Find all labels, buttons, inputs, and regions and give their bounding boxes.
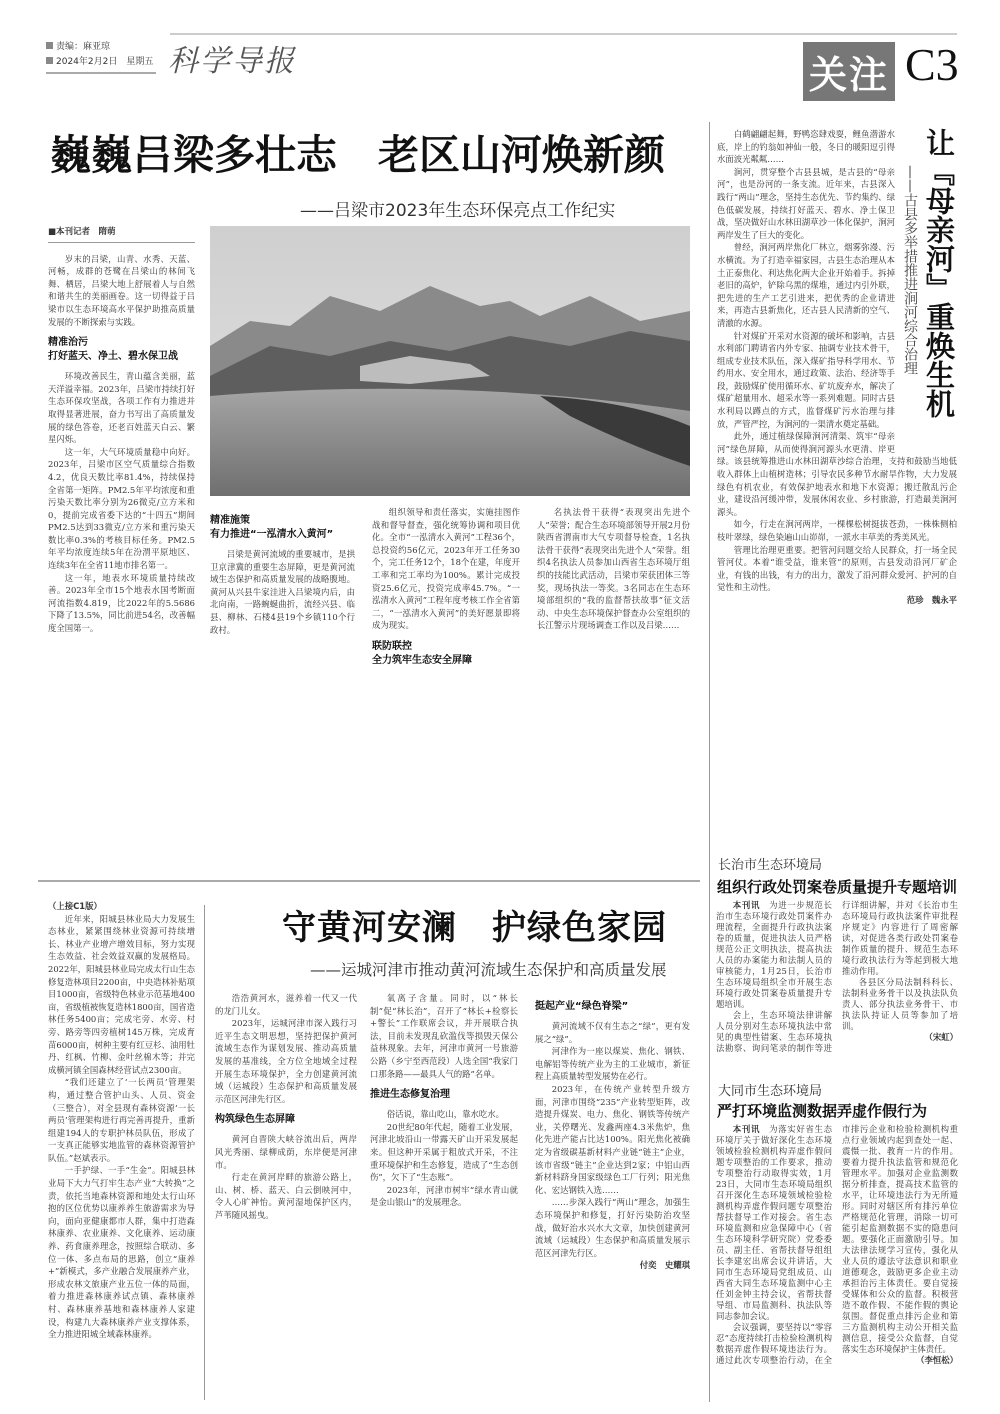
feature-signature: 范珍 魏永平 — [906, 594, 957, 605]
paragraph: 白鹤翩翩起舞，野鸭恣肆戏耍，鲤鱼潜游水底，岸上的钓翁如神仙一般，冬日的暖阳逗引得水面波光粼粼…… — [717, 129, 895, 165]
page-number: C3 — [905, 39, 959, 90]
brief2-kicker: 大同市生态环境局 — [718, 1084, 823, 1099]
paragraph: 河津作为一座以煤炭、焦化、钢铁、电解铝等传统产业为主的工业城市，新征程上高质量转型发展势在必行。 — [535, 1046, 690, 1082]
divider — [46, 72, 156, 74]
paragraph: 这一年，大气环境质量稳中向好。2023年，吕梁市区空气质量综合指数4.2，优良天数比率81.4%，持续保持全省第一矩阵。PM2.5年平均浓度和重污染天数比率分别为26微克/立方米和0，提前完成省委下达的“十四五”期间PM2.5达到33微克/立方米和重污染天数比率0.3%的考核目标任务。PM2.5年平均浓度连续5年在汾渭平原地区、连续3年在全省11地市排名第一。 — [48, 446, 195, 571]
paragraph: 组织领导和责任落实，实施挂图作战和督导督查，强化统筹协调和项目优化。全市“一泓清水入黄河”工程36个，总投资约56亿元，2023年开工任务30个，完工任务12个，18个在建，年度开工率和完工率均为100%。累计完成投资25.6亿元，投资完成率45.7%。“一泓清水入黄河”工程年度考核工作全省第二，“一泓清水入黄河”的美好愿景即将成为现实。 — [372, 507, 520, 631]
paragraph: 名执法骨干获得“表现突出先进个人”荣誉；配合生态环境部领导开展2月份陕西省渭南市大气专项督导检查，1名执法骨干获得“表现突出先进个人”荣誉。组织4名执法人员参加山西省生态环境厅组织的技能比武活动，吕梁市荣获团体三等奖，现场执法一等奖。3名同志在生态环境部组织的“我的监督帮扶故事”征文活动、中央生态环境保护督查办公室组织的长江警示片现场调查工作以及吕梁…… — [537, 507, 690, 631]
bottom-subtitle: ——运城河津市推动黄河流域生态保护和高质量发展 — [310, 961, 667, 979]
paragraph: 涧河，贯穿整个古县县城，是古县的“母亲河”，也是汾河的一条支流。近年来，古县深入践行“两山”理念，坚持生态优先、节约集约、绿色低碳发展，持续打好蓝天、碧水、净土保卫战，坚决做好山水林田湖草沙一体化保护，涧河两岸发生了巨大的变化。 — [717, 166, 895, 240]
bottom-col-2 — [370, 992, 518, 1402]
paragraph: 这一年，地表水环境质量持续改善。2023年全市15个地表水国考断面河流指数4.819，比2022年的5.5686下降了13.5%，同比前进54名，改善幅度全国第一。 — [48, 572, 195, 634]
bottom-col-1 — [215, 992, 357, 1402]
subheading: 联防联控 全力筑牢生态安全屏障 — [372, 640, 472, 666]
subheading: 推进生态修复治理 — [370, 1089, 450, 1101]
paragraph: 吕梁是黄河流域的重要城市，是拱卫京津冀的重要生态屏障，更是黄河流域生态保护和高质量发展的战略腹地。黄河从兴县牛家洼进入吕梁境内后，由北向南，一路蜿蜒曲折，流经兴县、临县、柳林、石楼4县19个乡镇110个行政村。 — [210, 549, 355, 635]
feature-body — [717, 128, 957, 828]
continued-column — [48, 900, 195, 1400]
subheading: 挺起产业“绿色脊梁” — [535, 1001, 629, 1012]
bottom-signature: 付奕 史耀琪 — [639, 1260, 690, 1271]
subheading: 构筑绿色生态屏障 — [215, 1114, 295, 1126]
paragraph: “我们还建立了‘一长两员’管理架构，通过整合管护山头、人员、资金（三整合），对全县现有森林资源‘一长两员’管理架构进行再完善再提升，重新组建194人的专职护林员队伍，形成了一支真正能够实地监管的森林资源管护队伍。”赵斌表示。 — [48, 1077, 195, 1163]
byline: ■本刊记者 隋萌 — [48, 226, 195, 243]
subheading: 精准治污 打好蓝天、净土、碧水保卫战 — [48, 337, 178, 363]
lead-col-2 — [210, 506, 355, 858]
issue-date: 2024年2月2日 星期五 — [56, 57, 154, 67]
paragraph: 2023年，运城河津市深入践行习近平生态文明思想，坚持把保护黄河流域生态作为谋划发展、推动高质量发展的基准线，全方位全地域全过程开展生态环境保护，全力创建黄河流域（运城段）生态保护和高质量发展示范区河津先行区。 — [215, 1018, 357, 1104]
brief1-signature: （宋虹） — [924, 1032, 958, 1042]
paragraph: ……步深入践行“两山”理念，加强生态环境保护和修复，打好污染防治攻坚战，做好治水兴水大文章，加快创建黄河流域（运城段）生态保护和高质量发展示范区河津先行区。 — [535, 1197, 690, 1258]
paragraph: 如今，行走在涧河两岸，一棵棵松树挺拔苍劲，一株株侧柏枝叶翠绿，绿色染遍山山峁峁，一派水丰草美的秀美风光。 — [717, 519, 957, 542]
brief2-signature: （李恒松） — [916, 1355, 958, 1365]
square-bullet-icon — [46, 42, 53, 49]
top-rule — [170, 33, 957, 35]
paragraph: 黄河流域不仅有生态之“绿”，更有发展之“绿”。 — [535, 1021, 690, 1044]
lead-photo — [210, 226, 690, 496]
paragraph: 为落实好省生态环境厅关于做好深化生态环境领域检验检测机构弄虚作假问题专项整治的工作要求，推动专项整治行动取得实效，1月23日，大同市生态环境局组织召开深化生态环境领域检验检测机构弄虚作假问题专项整治帮扶督导工作对接会。省生态环境监测和应急保障中心（省生态环境科学研究院）党委委员、副主任、省帮扶督导组组长李建宏出席会议并讲话，大同市生态环境局党组成员、山西省大同生态环境监测中心主任刘金钟主持会议，省帮扶督导组、市局监测科、执法队等同志参加会议。 — [716, 1124, 833, 1321]
paragraph: 氧离子含量。同时，以“林长制”促“林长治”，召开了“林长+检察长+警长”工作联席会议，并开展联合执法，目前未发现乱砍滥伐等损毁天保公益林现象。去年，河津市黄河一号旅游公路（乡宁至西范段）人选全国“我家门口那条路——最具人气的路”名单。 — [370, 993, 518, 1079]
paragraph: 针对煤矿开采对水资源的破坏和影响，古县水利部门聘请省内外专家、抽调专业技术骨干，组成专业技术队伍，深入煤矿指导科学用水、节约用水、安全用水，通过政策、法治、经济等手段，鼓励煤矿使用循环水、矿坑废弃水，解决了煤矿超量用水、超采水等一系列难题。同时古县水利局以蹲点的方式，监督煤矿污水治理与排放，严管严控，为涧河的一渠清水奠定基础。 — [717, 330, 895, 429]
paragraph: 此外，通过植绿保障涧河清渠、筑牢“母亲河”绿色屏障，从而使得涧河源头水更清、岸更绿。该县统筹推进山水林田湖草沙综合治理，支持和鼓励当地低收入群体上山植树造林；引导农民多种节水耐旱作物，大力发展绿色有机农业，有效保护地表水和地下水资源；搬迁散乱污企业，建设沿河缓冲带，发展休闲农业、乡村旅游，打造最美涧河源头。 — [717, 431, 957, 517]
brief2-headline: 严打环境监测数据弄虚作假行为 — [717, 1102, 928, 1120]
lead-tag: 本刊讯 — [732, 1124, 761, 1134]
paragraph: 会上，生态环境法律讲解人员分别对生态环境执法中常见的典型性错案、生态环境执法勘察、询问笔录的制作等进行详细讲解，并对《长治市生态环境局行政执法案件审批程序规定》内容进行了周密解读，对促进各类行政处罚案卷制作质量的提升、规范生态环境行政执法行为等起到极大地推动作用。 — [716, 900, 958, 1053]
paragraph: 20世纪80年代起，随着工业发展，河津北坡沿山一带露天矿山开采发展起来。但这种开采属于粗放式开采，不注重环境保护和生态修复，造成了“生态创伤”，欠下了“生态账”。 — [370, 1121, 518, 1183]
column-divider — [709, 122, 710, 1402]
paragraph: 管理比治理更重要。把管河问题交给人民群众，打一场全民管河仗。本着“谁受益，谁来管”的原则，古县发动沿河厂矿企业，有钱的出钱，有力的出力，激发了沿河群众爱河、护河的自觉性和主动性。 — [717, 544, 957, 593]
paragraph: 岁末的吕梁，山青、水秀、天蓝、河畅，成群的苍鹭在吕梁山的林间飞舞、栖居，吕梁大地上舒展着人与自然和谐共生的美丽画卷。这一切得益于吕梁市以生态环境高水平保护助推高质量发展的不断探索与实践。 — [48, 253, 195, 327]
section-rule — [38, 880, 700, 882]
bottom-col-3 — [535, 992, 690, 1402]
lead-tag: 本刊讯 — [732, 900, 761, 910]
lead-headline: 巍巍吕梁多壮志 老区山河焕新颜 — [50, 131, 665, 179]
square-bullet-icon — [46, 57, 53, 64]
feature-headline: 让『母亲河』重焕生机 — [922, 128, 956, 418]
lead-subtitle: ——吕梁市2023年生态环保亮点工作纪实 — [300, 201, 616, 221]
paragraph: 会议强调，要坚持以“零容忍”态度持续打击检验检测机构数据弄虚作假环境违法行为。通过此次专项整治行动，在全市排污企业和检验检测机构重点行业领域内起到查处一起、震慑一批、教育一片的作用。要着力提升执法监管和规范化管理水平。加强对企业监测数据分析排查，提高技术监管的水平，让环境违法行为无所遁形。同时对辖区所有排污单位严格规范化管理，消除一切可能引起监测数据不实的隐患问题。要强化正面激励引导。加大法律法规学习宣传，强化从业人员的遵法守法意识和职业道德观念，鼓励更多企业主动承担治污主体责任。要自觉接受媒体和公众的监督。积极营造不敢作假、不能作假的舆论氛围。督促重点排污企业和第三方监测机构主动公开相关监测信息，接受公众监督，自觉落实生态环境保护主体责任。 — [716, 1124, 958, 1365]
brief1-headline: 组织行政处罚案卷质量提升专题培训 — [717, 878, 958, 896]
headline-space — [895, 128, 957, 450]
paragraph: 浩浩黄河水，滋养着一代又一代的龙门儿女。 — [215, 993, 357, 1016]
river-landscape-photo — [210, 226, 690, 496]
paragraph: 各县区分局法制科科长、法制科业务骨干以及执法队负责人、部分执法业务骨干、市执法队持证人员等参加了培训。 — [842, 977, 958, 1031]
paragraph: 2023年，河津市树牢“绿水青山就是金山银山”的发展理念。 — [370, 1184, 518, 1208]
paragraph: 2023年，在传统产业转型升级方面，河津市围绕“235”产业转型矩阵，改造提升煤炭、电力、焦化、钢铁等传统产业，关停曙光、发鑫两座4.3米焦炉，焦化先进产能占比达100%。阳光焦化被确定为省级碳基新材料产业链“链主”企业，该市省级“链主”企业达到2家；中铝山西新材料跻身国家级绿色工厂行列；阳光焦化、宏达钢铁入选…… — [535, 1083, 690, 1195]
paragraph: 环境改善民生，青山蕴含美丽，蓝天洋溢幸福。2023年，吕梁市持续打好生态环保攻坚战，各项工作有力推进并取得显著进展，奋力书写出了高质量发展的绿色答卷，还老百姓蓝天白云、繁星闪烁。 — [48, 371, 195, 445]
paragraph: 为进一步规范长治市生态环境行政处罚案件办理流程，全面提升行政执法案卷的质量，促进执法人员严格规范公正文明执法，提高执法人员的办案能力和法制人员的审核能力，1月25日，长治市生态环境局组织全市开展生态环境行政处罚案卷质量提升专题培训。 — [716, 900, 833, 1009]
column-divider — [204, 905, 205, 1400]
newspaper-logo: 科学导报 — [168, 44, 296, 79]
continued-note: （上接C1版） — [48, 901, 102, 911]
paragraph: 黄河自晋陕大峡谷流出后，两岸风光秀丽、绿柳成荫，东岸便是河津市。 — [215, 1134, 357, 1170]
paragraph: 近年来，阳城县林业局大力发展生态林业，紧紧围绕林业资源可持续增长、林业产业增产增效目标，努力实现生态效益、社会效益双赢的发展格局。2022年，阳城县林业局完成太行山生态修复造林项目2200亩，中央造林补贴项目1000亩，省级特色林业示范基地400亩，省级植被恢复造林1800亩，国省造林任务5400亩；完成宅旁、水旁、村旁、路旁等四旁植树145万株，完成育苗6000亩，树种主要有红豆杉、油用牡丹、红枫、竹柳、金叶丝棉木等；并完成横河镇全国森林经营试点2300亩。 — [48, 913, 195, 1075]
paragraph: 俗话说，靠山吃山，靠水吃水。 — [386, 1109, 505, 1120]
bottom-headline: 守黄河安澜 护绿色家园 — [282, 908, 667, 948]
subheading: 精准施策 有力推进“一泓清水入黄河” — [210, 515, 334, 540]
brief2-body — [716, 1124, 958, 1410]
lead-col-1 — [48, 226, 195, 858]
brief1-kicker: 长治市生态环境局 — [718, 858, 823, 873]
editor: 责编：麻亚琼 — [56, 42, 111, 52]
feature-subtitle: ——古县多举措推进涧河综合治理 — [902, 165, 918, 375]
paragraph: 行走在黄河岸畔的旅游公路上，山、树、桥、蓝天、白云倒映河中，令人心旷神怡。黄河湿地保护区内，芦苇随风摇曳。 — [215, 1172, 357, 1220]
masthead-meta — [46, 40, 153, 70]
paragraph: 曾经，涧河两岸焦化厂林立，烟雾弥漫、污水横流。为了打造幸福家园，古县生态治理从本土正泰焦化、利达焦化两大企业开始着手。拆掉老旧的高炉，铲除乌黑的煤堆，通过内引外联，把先进的生产工艺引进来，把优秀的企业请进来，再造古县新焦化，还古县人民清新的空气、清澈的水源。 — [717, 242, 895, 328]
lead-col-4 — [537, 506, 690, 858]
section-label: 关注 — [803, 42, 895, 101]
lead-col-3 — [372, 506, 520, 858]
paragraph: 一手护绿、一手“生金”。阳城县林业局下大力气打牢生态产业“大转换”之责，依托当地森林资源和地处太行山环抱的区位优势以康养养生旅游需求为导向，面向亚健康都市人群，集中打造森林康养、农业康养、文化康养、运动康养、药食康养理念，按照综合联动、多位一体、多点布局的思路，创立“康养+”新模式，多产业融合发展康养产业，形成农林文旅康产业五位一体的局面，着力推进森林康养试点镇、森林康养村、森林康养基地和森林康养人家建设，构建九大森林康养产业支撑体系，全力推进阳城全域森林康养。 — [48, 1165, 195, 1340]
brief1-body — [716, 900, 958, 1074]
